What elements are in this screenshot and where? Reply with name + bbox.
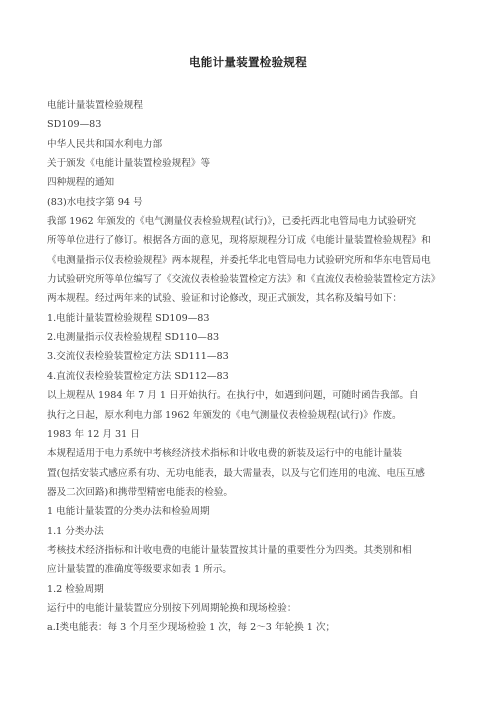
body-line: (83)水电技字第 94 号 (47, 196, 143, 208)
body-line: 置(包括安装式感应系有功、无功电能表，最大需量表，以及与它们连用的电流、电压互感 (47, 467, 425, 479)
body-line: 所等单位进行了修订。根据各方面的意见，现将原规程分订成《电能计量装置检验规程》和 (47, 235, 431, 247)
body-line: 应计量装置的准确度等级要求如表 1 所示。 (47, 564, 232, 576)
body-line: 两本规程。经过两年来的试验、验证和讨论修改，现正式颁发，其名称及编号如下： (47, 293, 402, 305)
body-line: 以上规程从 1984 年 7 月 1 日开始执行。在执行中，如遇到问题，可随时函告我部。自 (47, 390, 419, 402)
body-line: 器及二次回路)和携带型精密电能表的检验。 (47, 486, 234, 498)
body-line: 执行之日起，原水利电力部 1962 年颁发的《电气测量仪表检验规程(试行)》作废。 (47, 409, 402, 421)
body-line: 1983 年 12 月 31 日 (47, 428, 140, 440)
body-line: 考核技术经济指标和计收电费的电能计量装置按其计量的重要性分为四类。其类别和相 (47, 544, 412, 556)
body-line: 本规程适用于电力系统中考核经济技术指标和计收电费的新装及运行中的电能计量装 (47, 448, 402, 460)
body-line: 3.交流仪表检验装置检定方法 SD111—83 (47, 351, 229, 363)
body-line: 我部 1962 年颁发的《电气测量仪表检验规程(试行)》，已委托西北电管局电力试验研究 (47, 216, 416, 228)
body-line: 中华人民共和国水利电力部 (47, 138, 163, 150)
body-line: a.Ⅰ类电能表：每 3 个月至少现场检验 1 次，每 2～3 年轮换 1 次； (47, 622, 336, 634)
body-line: 关于颁发《电能计量装置检验规程》等 (47, 158, 211, 170)
body-line: 力试验研究所等单位编写了《交流仪表检验装置检定方法》和《直流仪表检验装置检定方法》 (47, 274, 441, 286)
body-line: 1.1 分类办法 (47, 525, 104, 537)
body-line: 2.电测量指示仪表检验规程 SD110—83 (47, 332, 220, 344)
body-line: 1 电能计量装置的分类办法和检验周期 (47, 506, 210, 518)
document-body (47, 96, 467, 638)
body-line: 《电测量指示仪表检验规程》两本规程，并委托华北电管局电力试验研究所和华东电管局电 (47, 254, 431, 266)
body-line: 1.2 检验周期 (47, 583, 104, 595)
body-line: 电能计量装置检验规程 (47, 100, 143, 111)
document-title: 电能计量装置检验规程 (189, 55, 307, 69)
body-line: SD109—83 (47, 119, 102, 131)
body-line: 1.电能计量装置检验规程 SD109—83 (47, 312, 210, 324)
body-line: 4.直流仪表检验装置检定方法 SD112—83 (47, 370, 229, 382)
body-line: 运行中的电能计量装置应分别按下列周期轮换和现场检验： (47, 602, 297, 614)
body-line: 四种规程的通知 (47, 177, 115, 189)
